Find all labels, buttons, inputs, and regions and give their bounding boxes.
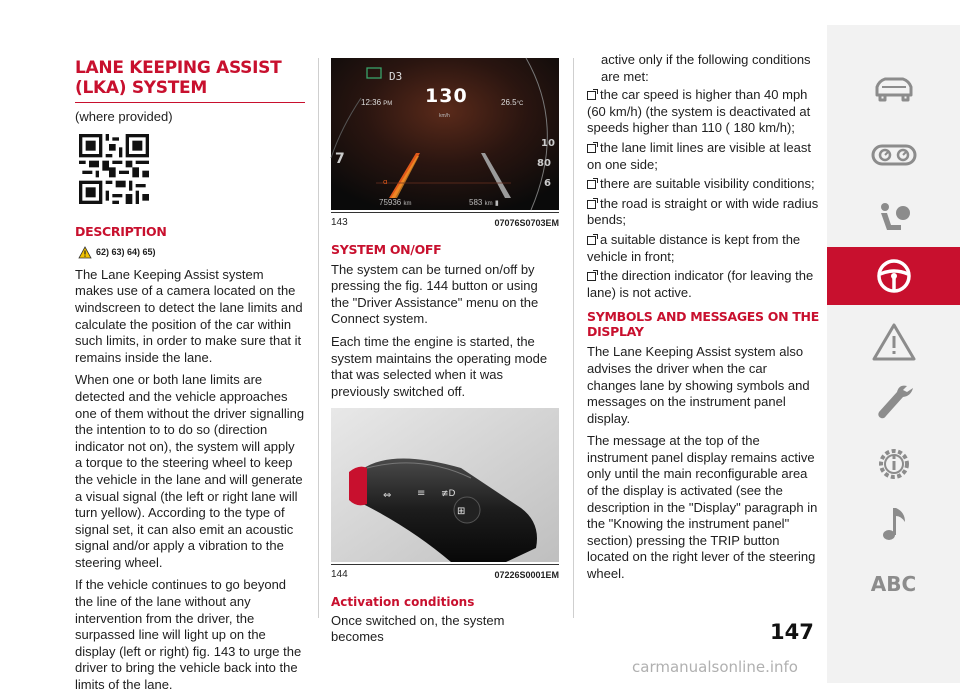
symbols-messages-heading: SYMBOLS AND MESSAGES ON THE DISPLAY <box>587 309 819 340</box>
list-item-text: the car speed is higher than 40 mph (60 km/h) (the system is deactivated at speeds higher than 110 ( 180 km/h); <box>587 87 811 136</box>
figure-number: 143 <box>331 217 348 228</box>
list-item-text: the direction indicator (for leaving the lane) is not active. <box>587 268 814 300</box>
index-label: ABC <box>870 572 917 596</box>
sidebar-item-car[interactable] <box>827 60 960 118</box>
paragraph: Once switched on, the system becomes <box>331 612 505 645</box>
odometer-value: 75936 <box>379 198 402 207</box>
gauge-label: 6 <box>544 178 551 189</box>
temperature <box>501 95 523 113</box>
clock-time: 12:36 <box>361 98 382 107</box>
instrument-gauges-icon <box>871 134 917 174</box>
sidebar-item-multimedia[interactable] <box>827 495 960 553</box>
svg-text:⇔: ⇔ <box>383 490 392 502</box>
paragraph: If the vehicle continues to go beyond the line of the lane without any intervention from the driver, the surpassed line will light up on the display (left or right) fig. 143 to urge the driver to bring the vehicle back into the limits of the lane. <box>75 577 302 693</box>
figure-caption <box>331 212 559 232</box>
warning-refs <box>78 244 305 261</box>
gear-indicator: D3 <box>389 70 403 83</box>
music-note-icon <box>871 504 917 544</box>
list-item-text: the lane limit lines are visible at least on one side; <box>587 139 811 172</box>
paragraph: When one or both lane limits are detected and the vehicle approaches one of them without the driver signalling the intention to to do so (direction indicator not on), the system will apply a torque to the steering wheel to keep the vehicle in the lane and will generate a visual signal (the left or right lane will turn yellow). According to the type of signal set, it can also emit an acoustic signal and/or apply a vibration to the steering wheel. <box>75 372 305 570</box>
qr-code-icon[interactable] <box>79 134 149 204</box>
sidebar-item-index[interactable] <box>827 555 960 613</box>
description-heading: DESCRIPTION <box>75 224 167 240</box>
bullet-box-icon <box>587 91 596 100</box>
svg-text:≡: ≡ <box>417 488 426 500</box>
speed-unit: km/h <box>439 113 450 119</box>
list-item <box>587 268 819 301</box>
list-item-text: the road is straight or with wide radius bends; <box>587 195 819 228</box>
page-number: 147 <box>770 620 814 644</box>
gauge-label: 10 <box>541 138 555 149</box>
figure-144-lever <box>331 408 559 562</box>
paragraph: The message at the top of the instrument panel display remains active only until the main reconfigurable area of the display is activated (see the description in the "Display" paragraph in the "Knowing the instrument panel" section) pressing the TRIP button located on the right lever of the steering wheel. <box>587 433 818 582</box>
system-onoff-heading: SYSTEM ON/OFF <box>331 241 442 257</box>
gauge-label: 80 <box>537 158 551 169</box>
paragraph: The Lane Keeping Assist system makes use of a camera located on the windscreen to detect the lane limits and calculate the position of the car within such limits, in order to make sure that it remains inside the lane. <box>75 266 303 365</box>
where-provided-note: (where provided) <box>75 109 173 124</box>
figure-number: 144 <box>331 569 348 581</box>
figure-caption <box>331 564 559 584</box>
stalk-lever-graphic <box>331 408 559 562</box>
bullet-box-icon <box>587 200 596 209</box>
warning-refs-text: 62) 63) 64) 65) <box>96 247 156 258</box>
airbag-seat-icon <box>871 199 917 239</box>
sidebar-item-emergency[interactable] <box>827 313 960 371</box>
temperature-unit: °C <box>516 101 524 107</box>
figure-143-instrument-display <box>331 58 559 210</box>
list-item <box>587 140 819 173</box>
column-2 <box>331 58 559 652</box>
paragraph: The system can be turned on/off by pressing the fig. 144 button or using the "Driver Assistance" menu on the Connect system. <box>331 261 539 327</box>
car-icon <box>871 69 917 109</box>
svg-text:⊞: ⊞ <box>457 506 466 518</box>
paragraph: Each time the engine is started, the system maintains the operating mode that was selected when it was previously switched off. <box>331 333 548 399</box>
fuel-range <box>469 195 499 213</box>
chapter-sidebar <box>827 25 960 683</box>
info-gear-icon <box>871 444 917 484</box>
list-item-text: a suitable distance is kept from the vehicle in front; <box>587 231 801 264</box>
paragraph: The Lane Keeping Assist system also advises the driver when the car changes lane by showing symbols and messages on the instrument panel display. <box>587 344 810 426</box>
temperature-value: 26.5 <box>501 98 517 107</box>
figure-code: 07226S0001EM <box>494 570 559 581</box>
fuel-range-value: 583 <box>469 198 483 207</box>
bullet-box-icon <box>587 272 596 281</box>
clock <box>361 95 392 113</box>
figure-code: 07076S0703EM <box>494 218 559 228</box>
sidebar-item-driving[interactable] <box>827 247 960 305</box>
svg-text:≢D: ≢D <box>441 489 456 500</box>
odometer <box>379 195 411 213</box>
warning-triangle-icon <box>871 322 917 362</box>
clock-suffix: PM <box>383 101 393 107</box>
svg-text:ɑ: ɑ <box>383 178 388 186</box>
instrument-display-graphic <box>331 58 559 210</box>
paragraph: active only if the following conditions are met: <box>601 52 811 84</box>
list-item <box>587 176 819 193</box>
column-3 <box>587 52 819 589</box>
sidebar-item-instruments[interactable] <box>827 125 960 183</box>
activation-conditions-heading: Activation conditions <box>331 594 475 609</box>
fuel-pump-icon: ▮ <box>494 200 499 207</box>
list-item <box>587 87 819 137</box>
gauge-label: 7 <box>335 151 345 167</box>
odometer-unit: km <box>403 201 412 207</box>
fuel-range-unit: km <box>484 201 493 207</box>
steering-wheel-icon <box>871 256 917 296</box>
section-title: LANE KEEPING ASSIST (LKA) SYSTEM <box>75 58 305 103</box>
wrench-icon <box>871 382 917 422</box>
warning-triangle-icon <box>78 246 92 259</box>
watermark: carmanualsonline.info <box>632 658 798 676</box>
column-divider <box>318 58 319 618</box>
bullet-box-icon <box>587 180 596 189</box>
bullet-box-icon <box>587 144 596 153</box>
list-item-text: there are suitable visibility conditions; <box>600 176 815 192</box>
sidebar-item-technical-data[interactable] <box>827 435 960 493</box>
list-item <box>587 196 819 229</box>
speed-readout: 130 <box>425 85 468 107</box>
column-1 <box>75 58 305 700</box>
column-divider <box>573 58 574 618</box>
sidebar-item-maintenance[interactable] <box>827 373 960 431</box>
sidebar-item-safety[interactable] <box>827 190 960 248</box>
list-item <box>587 232 819 265</box>
bullet-box-icon <box>587 236 596 245</box>
